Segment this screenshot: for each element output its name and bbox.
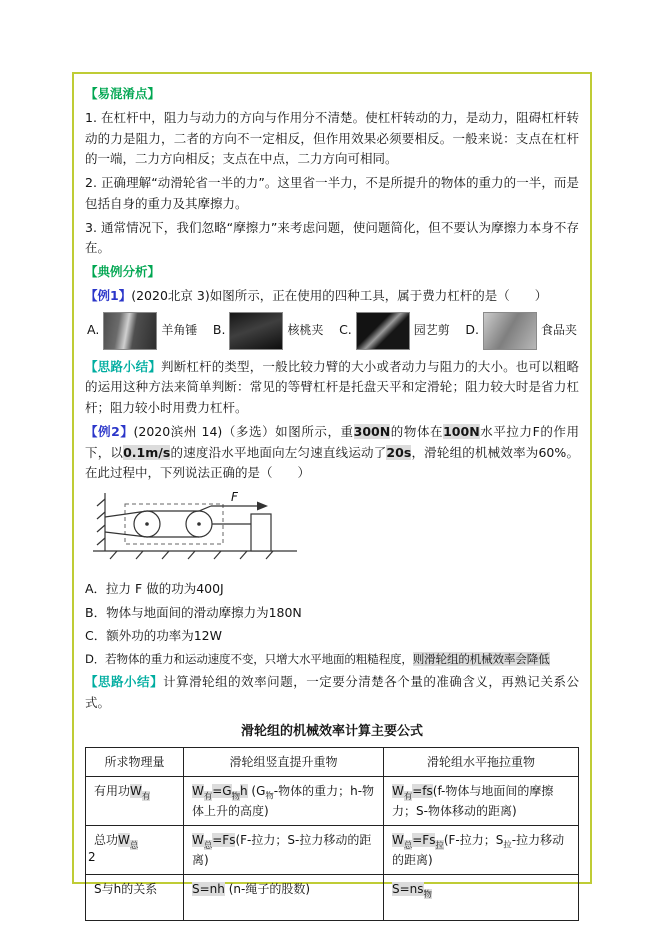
header-horizontal-drag: 滑轮组水平拖拉重物	[384, 748, 579, 777]
block-object	[251, 514, 271, 551]
example1-label: 【例1】	[85, 287, 132, 303]
confusion-point-2: 2. 正确理解“动滑轮省一半的力”。这里省一半力，不是所提升的物体的重力的一半，而是包括自身的重力及其摩擦力。	[85, 175, 579, 211]
garden-shears-image	[356, 312, 410, 350]
option-b-caption: 核桃夹	[287, 322, 324, 337]
header-quantity: 所求物理量	[86, 748, 184, 777]
force-arrowhead	[257, 502, 268, 511]
example2-option-a: A．拉力 F 做的功为400J	[85, 580, 224, 596]
confusion-point-3: 3. 通常情况下，我们忽略“摩擦力”来考虑问题，使问题简化，但不要认为摩擦力本身不存在。	[85, 219, 579, 256]
example1-question	[85, 286, 579, 307]
example2-label: 【例2】	[85, 423, 134, 439]
cell-useful-work-vertical: $W_有=G_物h$ ($G_物-$物体的重力；h-物体上升的高度)	[184, 777, 384, 826]
example2-text: (2020滨州 14)（多选）如图所示，重300N的物体在100N水平拉力F的作用下，以0.1m/s的速度沿水平地面向左匀速直线运动了20s，滑轮组的机械效率为60%。在此过程中，下列说法正确的是（ ）	[85, 423, 579, 481]
thinking-summary-1	[85, 357, 579, 419]
thinking-summary-1-text: 判断杠杆的类型，一般比较力臂的大小或者动力与阻力的大小。也可以粗略的运用这种方法来简单判断：常见的等臂杠杆是托盘天平和定滑轮；阻力较大时是省力杠杆；阻力较小时用费力杠杆。	[85, 358, 579, 415]
cell-total-work-vertical: $W_总=Fs(F-$拉力；S-拉力移动的距离)	[184, 826, 384, 875]
example2-option-c: C．额外功的功率为12W	[85, 628, 222, 644]
example2-options	[85, 579, 579, 669]
option-a-key: A.	[87, 322, 100, 338]
example-analysis-heading: 【典例分析】	[85, 264, 161, 279]
example1-options-row	[87, 312, 577, 350]
option-c-key: C.	[339, 322, 352, 338]
example2-option-b: B．物体与地面间的滑动摩擦力为180N	[85, 604, 302, 620]
cell-s-h-vertical: S=nh (n-绳子的股数)	[184, 875, 384, 921]
formula-table	[85, 747, 579, 921]
cell-useful-work-horizontal: $W_有=fs(f-$物体与地面间的摩擦力；S-物体移动的距离)	[384, 777, 579, 826]
option-c-caption: 园艺剪	[413, 322, 450, 337]
example1-text: (2020北京 3)如图所示，正在使用的四种工具，属于费力杠杆的是（ ）	[131, 287, 548, 303]
thinking-summary-2-text: 计算滑轮组的效率问题，一定要分清楚各个量的准确含义，再熟记关系公式。	[85, 674, 579, 710]
formula-table-row-s-h-relation	[86, 875, 579, 921]
thinking-summary-1-label: 【思路小结】	[85, 358, 162, 374]
confusion-point-1: 1. 在杠杆中，阻力与动力的方向与作用分不清楚。使杠杆转动的力，是动力，阻碍杠杆转动的力是阻力，二者的方向不一定相反，但作用效果必须要相反。一般来说：支点在杠杆的一端，二力方向相反；支点在中点，二力方向可相同。	[85, 109, 579, 167]
nutcracker-image	[229, 312, 283, 350]
cell-total-work-horizontal: $W_总=Fs_拉(F-$拉力；$S_拉-$拉力移动的距离)	[384, 826, 579, 875]
option-b-key: B.	[212, 322, 226, 338]
example1-option-d	[465, 312, 577, 350]
example1-option-a	[87, 312, 197, 350]
formula-table-row-total-work	[86, 826, 579, 875]
page-number: 2	[88, 850, 96, 864]
header-vertical-lift: 滑轮组竖直提升重物	[184, 748, 384, 777]
claw-hammer-image	[103, 312, 157, 350]
thinking-summary-2	[85, 672, 579, 714]
cell-s-h-label: S与h的关系	[86, 875, 184, 921]
example1-option-b	[213, 312, 324, 350]
document-content	[74, 74, 590, 899]
cell-total-work-label: 总功$W_总$	[86, 826, 184, 875]
pulley-diagram-wrap	[89, 487, 579, 574]
cell-s-h-horizontal: $S=ns_物$	[384, 875, 579, 921]
option-d-key: D.	[465, 322, 479, 338]
cell-useful-work-label: 有用功$W_有$	[86, 777, 184, 826]
example1-option-c	[339, 312, 450, 350]
pulley-diagram	[89, 487, 301, 567]
example2-question	[85, 422, 579, 484]
formula-table-header-row	[86, 748, 579, 777]
thinking-summary-2-label: 【思路小结】	[85, 674, 164, 690]
option-d-caption: 食品夹	[540, 322, 577, 337]
formula-table-title: 滑轮组的机械效率计算主要公式	[240, 723, 423, 739]
formula-table-row-useful-work	[86, 777, 579, 826]
force-label: F	[231, 490, 238, 504]
page-border-frame	[72, 72, 592, 899]
food-tongs-image	[483, 312, 537, 350]
option-a-caption: 羊角锤	[161, 322, 198, 337]
example2-option-d: D．若物体的重力和运动速度不变，只增大水平地面的粗糙程度，则滑轮组的机械效率会降低	[85, 652, 550, 666]
confusion-points-heading: 【易混淆点】	[85, 86, 161, 101]
